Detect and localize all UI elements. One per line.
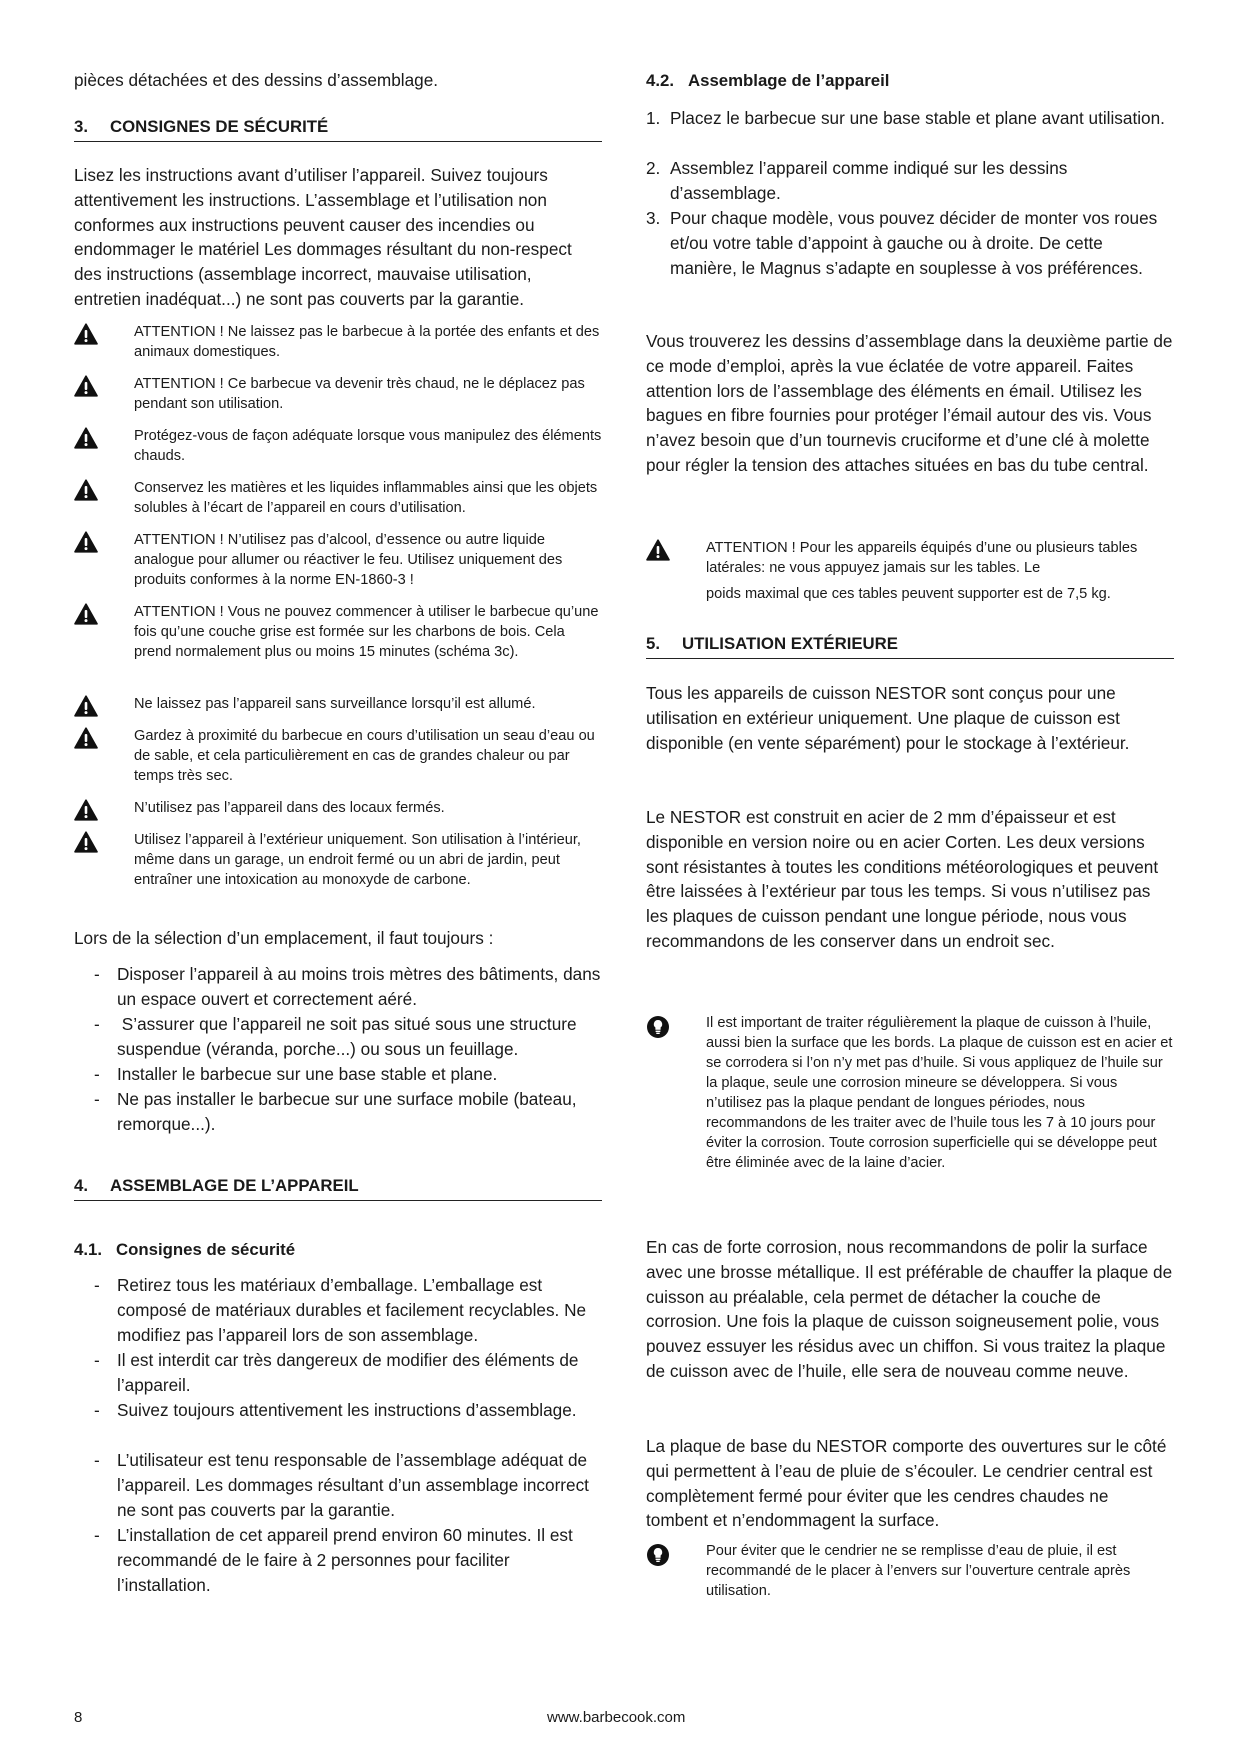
warning-icon xyxy=(74,799,98,821)
section-5-paragraph-4: La plaque de base du NESTOR comporte des ouvertures sur le côté qui permettent à l’eau de pluie de s’écouler. Le cendrier central est complètement fermé pour éviter que les cendres chaudes ne tombent et n’endommagent la surface. xyxy=(646,1436,1167,1531)
section-5-paragraph-1: Tous les appareils de cuisson NESTOR sont conçus pour une utilisation en extérieur uniquement. Une plaque de cuisson est disponible (en vente séparément) pour le stockage à l’extérieur. xyxy=(646,683,1130,753)
warning-item: ATTENTION ! Vous ne pouvez commencer à utiliser le barbecue qu’une fois qu’une couche grise est formée sur les charbons de bois. Cela prend normalement plus ou moins 15 minutes (schéma 3c). xyxy=(74,602,602,662)
numbered-item: 1. Placez le barbecue sur une base stable et plane avant utilisation. xyxy=(646,108,1165,128)
section-4-2-heading xyxy=(646,70,1174,92)
warning-item: ATTENTION ! N’utilisez pas d’alcool, d’essence ou autre liquide analogue pour allumer ou réactiver le feu. Utilisez uniquement des produits conformes à la norme EN-1860-3 ! xyxy=(74,530,602,590)
warning-icon xyxy=(74,479,98,501)
intro-line: pièces détachées et des dessins d’assemblage. xyxy=(74,70,439,90)
list-item: - Installer le barbecue sur une base stable et plane. xyxy=(94,1064,498,1084)
lightbulb-icon xyxy=(646,1543,670,1567)
warning-item: N’utilisez pas l’appareil dans des locaux fermés. xyxy=(74,798,602,818)
list-item: - Il est interdit car très dangereux de modifier des éléments de l’appareil. xyxy=(94,1350,579,1395)
warning-item: Utilisez l’appareil à l’extérieur uniquement. Son utilisation à l’intérieur, même dans un garage, un endroit fermé ou un abri de jardin, peut entraîner une intoxication au monoxyde de carbone. xyxy=(74,830,602,890)
section-5-number: 5. xyxy=(646,634,660,653)
list-item: - Ne pas installer le barbecue sur une surface mobile (bateau, remorque...). xyxy=(94,1089,577,1134)
section-4-1-heading xyxy=(74,1239,602,1261)
section-3-number: 3. xyxy=(74,117,88,136)
section-4-2-number: 4.2. xyxy=(646,71,674,90)
lightbulb-icon xyxy=(646,1015,670,1039)
warning-icon xyxy=(74,531,98,553)
warning-item: ATTENTION ! Pour les appareils équipés d’une ou plusieurs tables latérales: ne vous appuyez jamais sur les tables. Le poids maximal que ces tables peuvent supporter est de 7,5 kg. xyxy=(646,538,1174,604)
section-5-title: UTILISATION EXTÉRIEURE xyxy=(682,634,898,653)
list-item: - S’assurer que l’appareil ne soit pas situé sous une structure suspendue (véranda, porche...) ou sous un feuillage. xyxy=(94,1014,582,1059)
list-item: - L’utilisateur est tenu responsable de l’assemblage adéquat de l’appareil. Les dommages résultant d’un assemblage incorrect ne sont pas couverts par la garantie. xyxy=(94,1450,589,1520)
section-4-2-paragraph: Vous trouverez les dessins d’assemblage dans la deuxième partie de ce mode d’emploi, après la vue éclatée de votre appareil. Faites attention lors de l’assemblage des éléments en émail. Utilisez les bagues en fibre fournies pour protéger l’émail autour des vis. Vous n’avez besoin que d’un tournevis cruciforme et d’une clé à molette pour régler la tension des attaches situées en bas du tube central. xyxy=(646,331,1173,475)
warning-item: Ne laissez pas l’appareil sans surveillance lorsqu’il est allumé. xyxy=(74,694,602,714)
page-number: 8 xyxy=(74,1709,83,1726)
warning-icon xyxy=(74,727,98,749)
footer-url: www.barbecook.com xyxy=(547,1709,686,1726)
list-item: - Suivez toujours attentivement les instructions d’assemblage. xyxy=(94,1400,577,1420)
warning-item: ATTENTION ! Ce barbecue va devenir très chaud, ne le déplacez pas pendant son utilisation. xyxy=(74,374,602,414)
section-4-1-number: 4.1. xyxy=(74,1240,102,1259)
section-4-title: ASSEMBLAGE DE L’APPAREIL xyxy=(110,1176,359,1195)
tip-item: Pour éviter que le cendrier ne se remplisse d’eau de pluie, il est recommandé de le placer à l’envers sur l’ouverture centrale après utilisation. xyxy=(646,1541,1174,1601)
tip-item: Il est important de traiter régulièrement la plaque de cuisson à l’huile, aussi bien la surface que les bords. La plaque de cuisson est en acier et se corrodera si l’on n’y met pas d’huile. Si vous appliquez de l’huile sur la plaque, seule une corrosion mineure se développera. Si vous n’utilisez pas la plaque pendant de longues périodes, nous recommandons de les traiter avec de l’huile tous les 7 à 10 jours pour éviter la corrosion. Toute corrosion superficielle qui se développe peut être éliminée avec de la laine d’acier. xyxy=(646,1013,1174,1173)
warning-icon xyxy=(646,539,670,561)
warning-icon xyxy=(74,323,98,345)
section-4-2-title: Assemblage de l’appareil xyxy=(688,71,890,90)
section-4-1-title: Consignes de sécurité xyxy=(116,1240,296,1259)
section-3-title: CONSIGNES DE SÉCURITÉ xyxy=(110,117,329,136)
warning-icon xyxy=(74,831,98,853)
numbered-item: 2. Assemblez l’appareil comme indiqué sur les dessins d’assemblage. xyxy=(646,158,1068,203)
warning-item: Conservez les matières et les liquides inflammables ainsi que les objets solubles à l’écart de l’appareil en cours d’utilisation. xyxy=(74,478,602,518)
section-5-heading xyxy=(646,633,1174,659)
warning-icon xyxy=(74,427,98,449)
warning-item: ATTENTION ! Ne laissez pas le barbecue à la portée des enfants et des animaux domestiques. xyxy=(74,322,602,362)
section-5-paragraph-3: En cas de forte corrosion, nous recommandons de polir la surface avec une brosse métallique. Il est préférable de chauffer la plaque de cuisson au préalable, cela permet de détacher la couche de corrosion. Une fois la plaque de cuisson soigneusement polie, vous pouvez essuyer les résidus avec un chiffon. Si vous traitez la plaque de cuisson avec de l’huile, elle sera de nouveau comme neuve. xyxy=(646,1237,1173,1381)
warning-icon xyxy=(74,603,98,625)
section-4-heading xyxy=(74,1175,602,1201)
warning-icon xyxy=(74,695,98,717)
location-intro: Lors de la sélection d’un emplacement, il faut toujours : xyxy=(74,928,494,948)
section-3-heading xyxy=(74,116,602,142)
list-item: - L’installation de cet appareil prend environ 60 minutes. Il est recommandé de le faire à 2 personnes pour faciliter l’installation. xyxy=(94,1525,573,1595)
section-3-paragraph: Lisez les instructions avant d’utiliser l’appareil. Suivez toujours attentivement les instructions. L’assemblage et l’utilisation non conformes aux instructions peuvent causer des incendies ou endommager le matériel Les dommages résultant du non-respect des instructions (assemblage incorrect, mauvaise utilisation, entretien inadéquat...) ne sont pas couverts par la garantie. xyxy=(74,165,572,309)
numbered-item: 3. Pour chaque modèle, vous pouvez décider de monter vos roues et/ou votre table d’appoint à gauche ou à droite. De cette manière, le Magnus s’adapte en souplesse à vos préférences. xyxy=(646,208,1158,278)
warning-item: Protégez-vous de façon adéquate lorsque vous manipulez des éléments chauds. xyxy=(74,426,602,466)
section-5-paragraph-2: Le NESTOR est construit en acier de 2 mm d’épaisseur et est disponible en version noire ou en acier Corten. Les deux versions sont résistantes à toutes les conditions météorologiques et peuvent être laissées à l’extérieur par tous les temps. Si vous n’utilisez pas les plaques de cuisson pendant une longue période, nous vous recommandons de les conserver dans un endroit sec. xyxy=(646,807,1159,951)
list-item: - Disposer l’appareil à au moins trois mètres des bâtiments, dans un espace ouvert et correctement aéré. xyxy=(94,964,601,1009)
list-item: - Retirez tous les matériaux d’emballage. L’emballage est composé de matériaux durables et facilement recyclables. Ne modifiez pas l’appareil lors de son assemblage. xyxy=(94,1275,587,1345)
warning-icon xyxy=(74,375,98,397)
warning-item: Gardez à proximité du barbecue en cours d’utilisation un seau d’eau ou de sable, et cela particulièrement en cas de grandes chaleur ou par temps très sec. xyxy=(74,726,602,786)
section-4-number: 4. xyxy=(74,1176,88,1195)
